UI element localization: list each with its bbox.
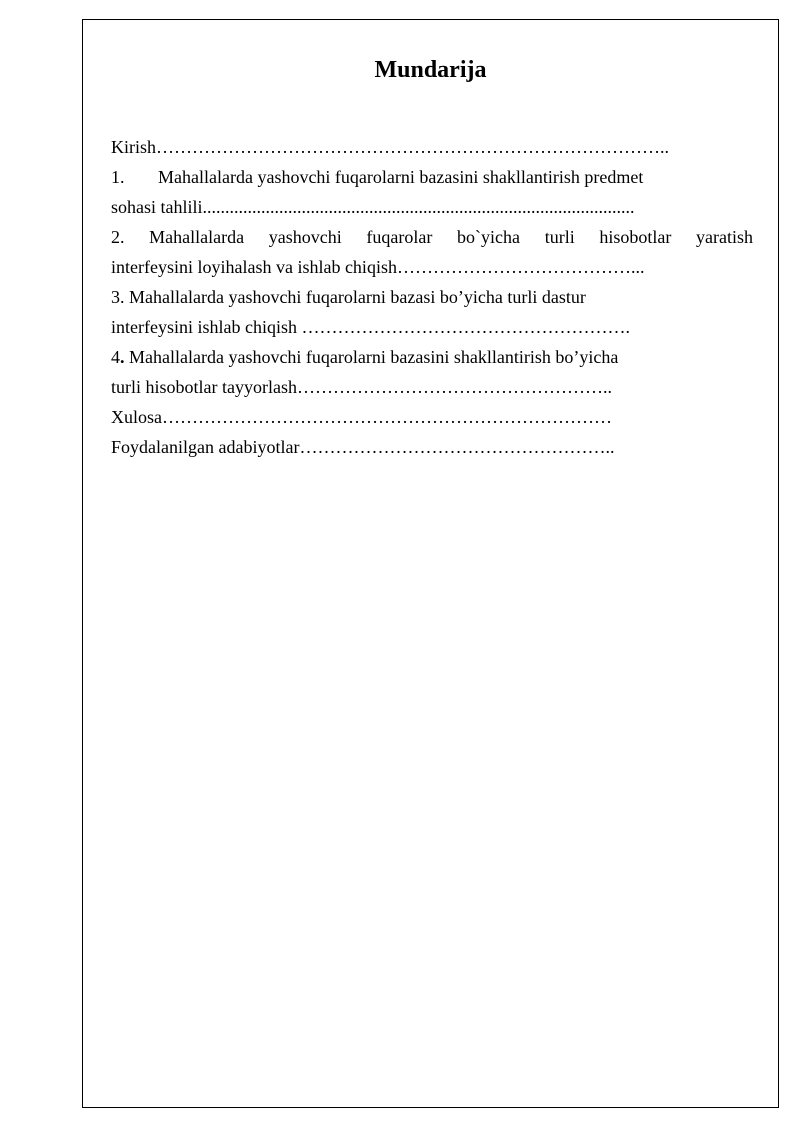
toc-entry-4-title: Mahallalarda yashovchi fuqarolarni bazasini shakllantirish bo’yicha: [124, 347, 619, 367]
toc-entry-conclusion: Xulosa…………………………………………………………………: [111, 407, 612, 427]
toc-entry-4-number-dot: .: [120, 347, 125, 367]
toc-entry-3-line-2: interfeysini ishlab chiqish ……………………………………………….: [111, 317, 630, 337]
toc-entry-1-number: 1.: [111, 167, 125, 187]
table-of-contents: [111, 132, 753, 462]
toc-entry-1-line-2: sohasi tahlili................................................................................................: [111, 197, 635, 217]
toc-entry-4-number: 4: [111, 347, 120, 367]
toc-entry-1-title: Mahallalarda yashovchi fuqarolarni bazasini shakllantirish predmet: [158, 167, 644, 187]
toc-entry-references: Foydalanilgan adabiyotlar……………………………………………..: [111, 437, 615, 457]
toc-entry-3-line-1: 3. Mahallalarda yashovchi fuqarolarni bazasi bo’yicha turli dastur: [111, 287, 586, 307]
toc-entry-4-line-2: turli hisobotlar tayyorlash……………………………………………..: [111, 377, 612, 397]
page-title: Mundarija: [374, 57, 487, 83]
toc-entry-1-line-1: [111, 162, 753, 192]
toc-entry-2-line-2: interfeysini loyihalash va ishlab chiqish…………………………………...: [111, 257, 645, 277]
toc-entry-introduction: Kirish…………………………………………………………………………..: [111, 137, 669, 157]
toc-entry-2-line-1: 2. Mahallalarda yashovchi fuqarolar bo`yicha turli hisobotlar yaratish: [111, 227, 753, 247]
toc-entry-4-line-1: [111, 342, 753, 372]
